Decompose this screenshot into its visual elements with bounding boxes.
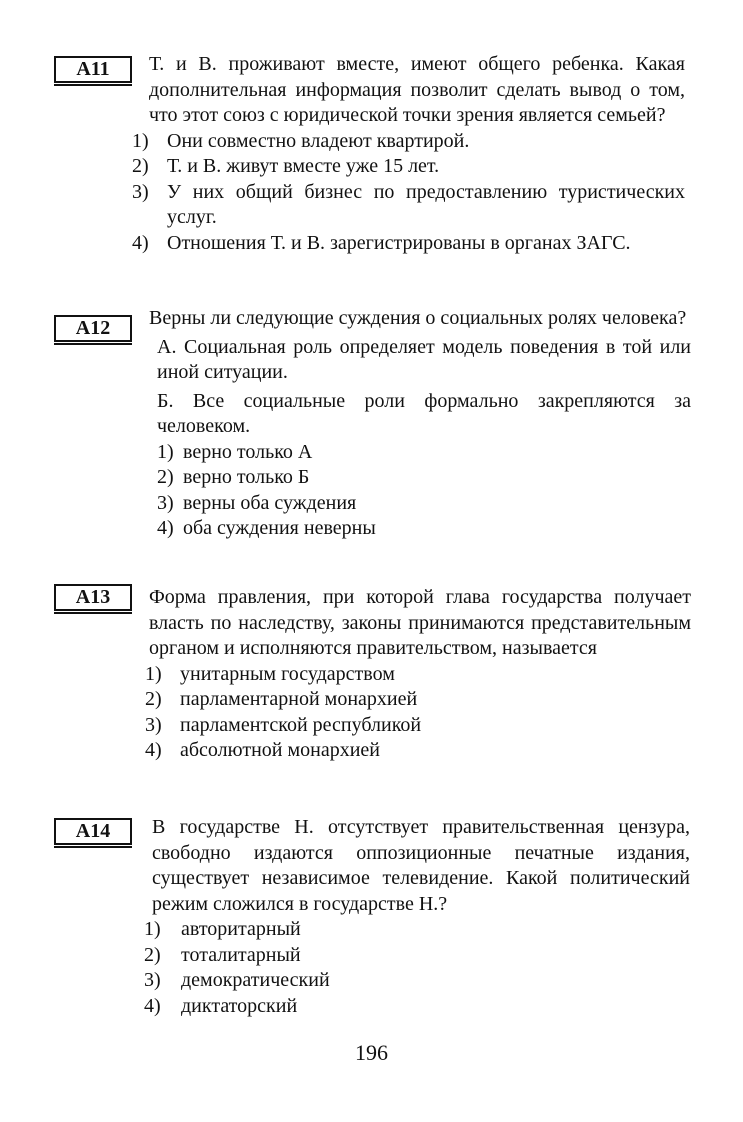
answer-option	[144, 917, 690, 943]
option-number: 3)	[145, 713, 162, 736]
question-a11-options	[132, 129, 685, 257]
option-text: У них общий бизнес по предоставлению туристических услуг.	[167, 180, 685, 228]
question-a11-stem: Т. и В. проживают вместе, имеют общего ребенка. Какая дополнительная информация позволит сделать вывод о том, что этот союз с юридической точки зрения является семьей?	[149, 53, 685, 126]
statement-b: Б. Все социальные роли формально закрепляются за человеком.	[157, 389, 691, 437]
option-text: абсолютной монархией	[180, 739, 380, 761]
option-number: 1)	[157, 440, 174, 463]
option-number: 1)	[145, 662, 162, 685]
option-number: 2)	[144, 943, 161, 966]
answer-option	[132, 129, 685, 155]
option-text: тоталитарный	[181, 943, 301, 966]
question-a11	[132, 52, 685, 256]
answer-option	[132, 231, 685, 257]
option-text: Они совместно владеют квартирой.	[167, 129, 470, 152]
answer-option	[145, 662, 691, 688]
option-text: оба суждения неверны	[183, 517, 376, 539]
answer-option	[157, 516, 691, 542]
option-text: парламентской республикой	[180, 713, 422, 736]
answer-option	[157, 465, 691, 491]
option-number: 2)	[145, 688, 162, 710]
answer-option	[132, 154, 685, 180]
option-text: верно только А	[183, 440, 313, 463]
answer-option	[132, 180, 685, 231]
question-a12-stem: Верны ли следующие суждения о социальных ролях человека?	[149, 307, 687, 329]
question-a14	[144, 815, 690, 1019]
option-text: Т. и В. живут вместе уже 15 лет.	[167, 155, 440, 177]
answer-option	[145, 687, 691, 713]
option-text: авторитарный	[181, 918, 301, 940]
option-number: 4)	[157, 517, 174, 539]
option-number: 3)	[144, 969, 161, 991]
option-number: 1)	[144, 918, 161, 940]
option-number: 2)	[157, 466, 174, 488]
answer-option	[144, 968, 690, 994]
question-a12	[149, 306, 691, 542]
question-a14-stem: В государстве Н. отсутствует правительственная цензура, свободно издаются оппозиционные печатные издания, существует независимое телевидение. Какой политический режим сложился в государстве Н.?	[152, 816, 690, 915]
answer-option	[145, 713, 691, 739]
option-number: 2)	[132, 155, 149, 177]
statement-a: А. Социальная роль определяет модель поведения в той или иной ситуации.	[157, 335, 691, 383]
option-text: унитарным государством	[180, 662, 395, 685]
page-number: 196	[355, 1040, 388, 1065]
question-label-a11: A11	[54, 56, 132, 83]
question-a12-options	[157, 440, 691, 542]
option-number: 4)	[145, 739, 162, 761]
option-text: демократический	[181, 969, 330, 991]
answer-option	[145, 738, 691, 764]
answer-option	[144, 943, 690, 969]
option-number: 3)	[132, 180, 149, 203]
option-number: 4)	[132, 231, 149, 254]
question-a14-options	[144, 917, 690, 1019]
question-label-a13: A13	[54, 584, 132, 611]
option-number: 3)	[157, 491, 174, 514]
option-text: парламентарной монархией	[180, 688, 418, 710]
option-number: 1)	[132, 129, 149, 152]
answer-option	[144, 994, 690, 1020]
question-label-a14: A14	[54, 818, 132, 845]
answer-option	[157, 440, 691, 466]
option-text: верно только Б	[183, 466, 310, 488]
option-text: Отношения Т. и В. зарегистрированы в органах ЗАГС.	[167, 231, 631, 254]
option-number: 4)	[144, 994, 161, 1017]
question-a13-options	[145, 662, 691, 764]
question-a13-stem: Форма правления, при которой глава государства получает власть по наследству, законы принимаются представительным органом и исполняются правительством, называется	[149, 586, 691, 659]
option-text: диктаторский	[181, 994, 298, 1017]
answer-option	[157, 491, 691, 517]
question-label-a12: A12	[54, 315, 132, 342]
question-a13	[145, 585, 691, 764]
option-text: верны оба суждения	[183, 491, 357, 514]
